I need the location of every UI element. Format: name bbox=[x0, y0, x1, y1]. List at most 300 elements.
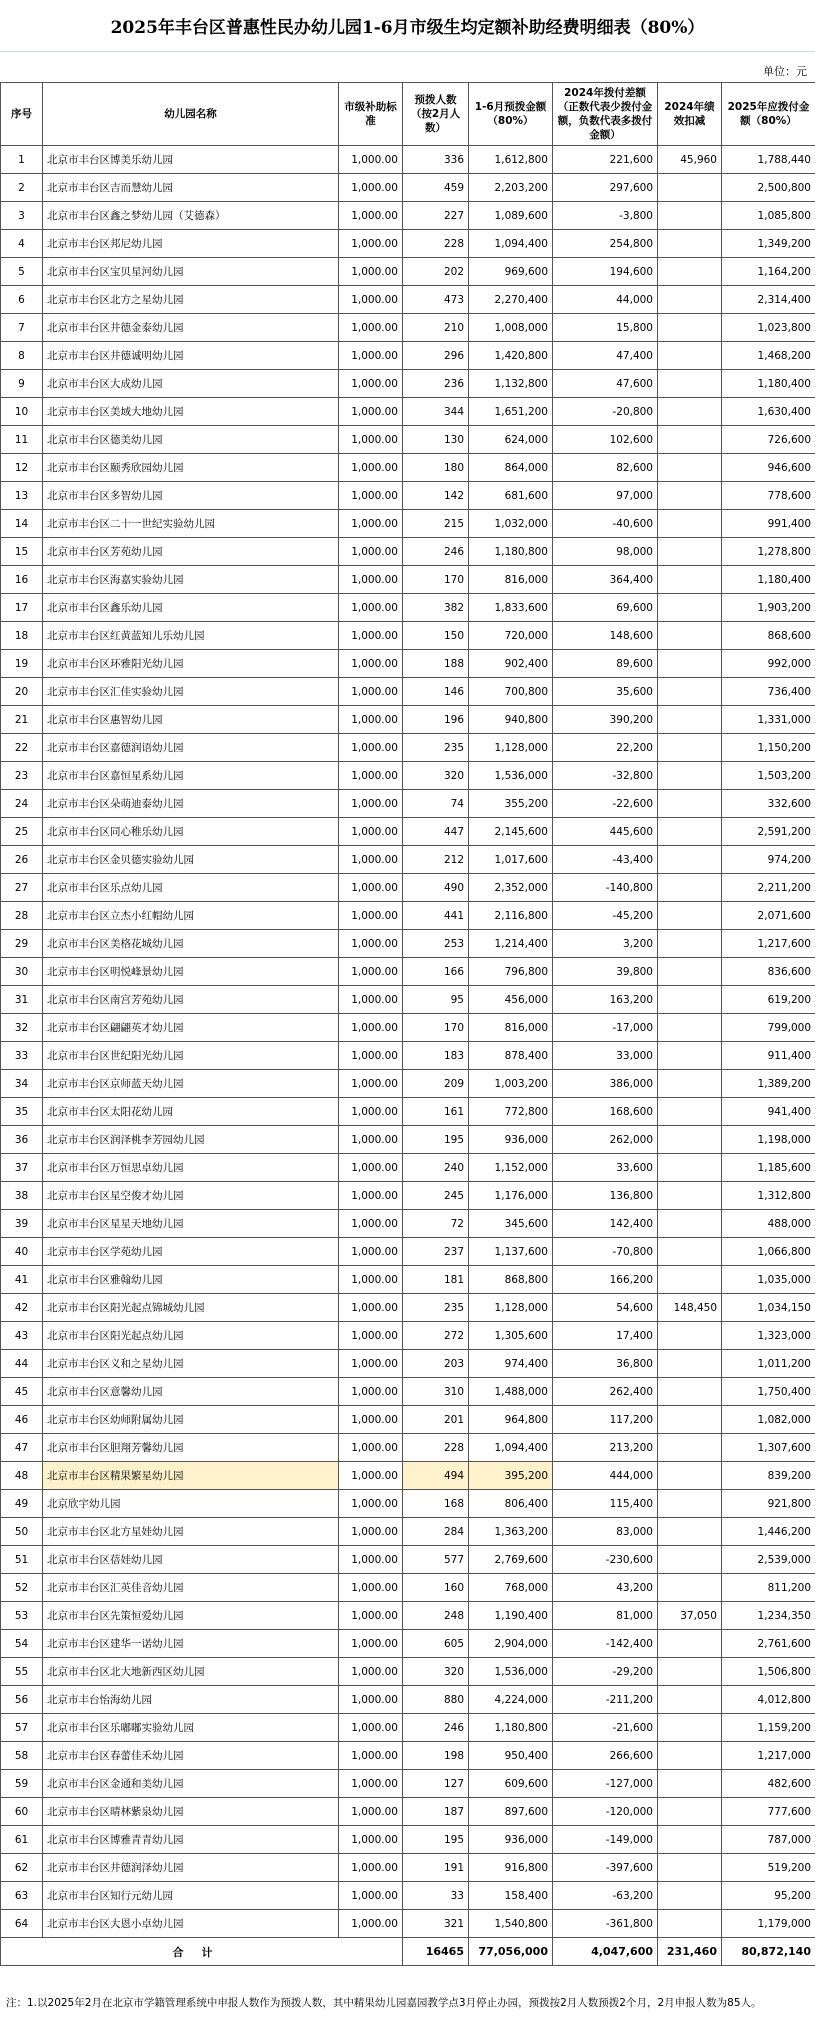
cell-budget: 2,145,600 bbox=[469, 818, 553, 846]
cell-diff: 3,200 bbox=[553, 930, 658, 958]
table-row bbox=[1, 1770, 815, 1798]
cell-standard: 1,000.00 bbox=[339, 1686, 403, 1714]
cell-budget: 940,800 bbox=[469, 706, 553, 734]
cell-idx: 6 bbox=[1, 286, 43, 314]
cell-payable: 619,200 bbox=[722, 986, 815, 1014]
cell-payable: 2,314,400 bbox=[722, 286, 815, 314]
cell-idx: 2 bbox=[1, 174, 43, 202]
cell-payable: 941,400 bbox=[722, 1098, 815, 1126]
cell-idx: 14 bbox=[1, 510, 43, 538]
cell-budget: 1,094,400 bbox=[469, 230, 553, 258]
cell-deduct bbox=[658, 986, 722, 1014]
table-row bbox=[1, 1826, 815, 1854]
cell-deduct bbox=[658, 706, 722, 734]
table-row bbox=[1, 314, 815, 342]
cell-name: 北京市丰台区同心稚乐幼儿园 bbox=[43, 818, 339, 846]
page-title: 2025年丰台区普惠性民办幼儿园1-6月市级生均定额补助经费明细表（80%） bbox=[0, 0, 815, 52]
table-row bbox=[1, 902, 815, 930]
cell-budget: 1,089,600 bbox=[469, 202, 553, 230]
cell-name: 北京市丰台区晴林紫泉幼儿园 bbox=[43, 1798, 339, 1826]
cell-standard: 1,000.00 bbox=[339, 1070, 403, 1098]
cell-idx: 59 bbox=[1, 1770, 43, 1798]
cell-name: 北京市丰台区星空俊才幼儿园 bbox=[43, 1182, 339, 1210]
cell-payable: 1,630,400 bbox=[722, 398, 815, 426]
table-row bbox=[1, 1182, 815, 1210]
header-row bbox=[1, 83, 815, 146]
cell-budget: 355,200 bbox=[469, 790, 553, 818]
cell-idx: 47 bbox=[1, 1434, 43, 1462]
cell-payable: 2,539,000 bbox=[722, 1546, 815, 1574]
cell-idx: 45 bbox=[1, 1378, 43, 1406]
cell-diff: 47,400 bbox=[553, 342, 658, 370]
cell-idx: 32 bbox=[1, 1014, 43, 1042]
table-row bbox=[1, 1098, 815, 1126]
cell-diff: 97,000 bbox=[553, 482, 658, 510]
cell-deduct bbox=[658, 1770, 722, 1798]
cell-deduct: 37,050 bbox=[658, 1602, 722, 1630]
cell-payable: 836,600 bbox=[722, 958, 815, 986]
table-row bbox=[1, 1602, 815, 1630]
cell-name: 北京市丰台区太阳花幼儿园 bbox=[43, 1098, 339, 1126]
cell-count: 196 bbox=[403, 706, 469, 734]
cell-idx: 40 bbox=[1, 1238, 43, 1266]
cell-standard: 1,000.00 bbox=[339, 1714, 403, 1742]
cell-diff: -43,400 bbox=[553, 846, 658, 874]
cell-diff: -149,000 bbox=[553, 1826, 658, 1854]
total-deduct: 231,460 bbox=[658, 1938, 722, 1966]
cell-standard: 1,000.00 bbox=[339, 1406, 403, 1434]
cell-diff: 142,400 bbox=[553, 1210, 658, 1238]
cell-name: 北京市丰台区环雅阳光幼儿园 bbox=[43, 650, 339, 678]
cell-idx: 3 bbox=[1, 202, 43, 230]
table-row bbox=[1, 1798, 815, 1826]
cell-standard: 1,000.00 bbox=[339, 342, 403, 370]
cell-idx: 55 bbox=[1, 1658, 43, 1686]
cell-payable: 1,750,400 bbox=[722, 1378, 815, 1406]
cell-name: 北京市丰台区颐秀欣园幼儿园 bbox=[43, 454, 339, 482]
cell-deduct bbox=[658, 1826, 722, 1854]
cell-diff: -361,800 bbox=[553, 1910, 658, 1938]
table-body bbox=[1, 146, 815, 1938]
cell-standard: 1,000.00 bbox=[339, 846, 403, 874]
cell-idx: 61 bbox=[1, 1826, 43, 1854]
cell-name: 北京市丰台区博美乐幼儿园 bbox=[43, 146, 339, 174]
cell-deduct bbox=[658, 1406, 722, 1434]
cell-budget: 964,800 bbox=[469, 1406, 553, 1434]
cell-idx: 27 bbox=[1, 874, 43, 902]
cell-count: 284 bbox=[403, 1518, 469, 1546]
cell-deduct bbox=[658, 482, 722, 510]
cell-budget: 816,000 bbox=[469, 566, 553, 594]
cell-deduct bbox=[658, 1546, 722, 1574]
cell-name: 北京市丰台区多智幼儿园 bbox=[43, 482, 339, 510]
cell-deduct bbox=[658, 678, 722, 706]
cell-deduct bbox=[658, 1658, 722, 1686]
cell-standard: 1,000.00 bbox=[339, 1546, 403, 1574]
cell-idx: 21 bbox=[1, 706, 43, 734]
cell-deduct bbox=[658, 258, 722, 286]
cell-budget: 345,600 bbox=[469, 1210, 553, 1238]
cell-standard: 1,000.00 bbox=[339, 1770, 403, 1798]
cell-name: 北京市丰台区汇佳实验幼儿园 bbox=[43, 678, 339, 706]
cell-idx: 31 bbox=[1, 986, 43, 1014]
cell-payable: 1,180,400 bbox=[722, 566, 815, 594]
cell-standard: 1,000.00 bbox=[339, 1014, 403, 1042]
cell-diff: 33,000 bbox=[553, 1042, 658, 1070]
cell-name: 北京市丰台区大成幼儿园 bbox=[43, 370, 339, 398]
cell-idx: 12 bbox=[1, 454, 43, 482]
cell-name: 北京市丰台区朵萌迪泰幼儿园 bbox=[43, 790, 339, 818]
cell-idx: 56 bbox=[1, 1686, 43, 1714]
cell-count: 180 bbox=[403, 454, 469, 482]
cell-deduct bbox=[658, 1378, 722, 1406]
cell-standard: 1,000.00 bbox=[339, 174, 403, 202]
cell-standard: 1,000.00 bbox=[339, 1434, 403, 1462]
cell-name: 北京市丰台区宝贝星河幼儿园 bbox=[43, 258, 339, 286]
cell-name: 北京市丰台区胆翔芳馨幼儿园 bbox=[43, 1434, 339, 1462]
cell-idx: 5 bbox=[1, 258, 43, 286]
cell-count: 161 bbox=[403, 1098, 469, 1126]
cell-count: 240 bbox=[403, 1154, 469, 1182]
cell-name: 北京市丰台区世纪阳光幼儿园 bbox=[43, 1042, 339, 1070]
cell-payable: 1,180,400 bbox=[722, 370, 815, 398]
cell-diff: 115,400 bbox=[553, 1490, 658, 1518]
cell-idx: 54 bbox=[1, 1630, 43, 1658]
cell-payable: 95,200 bbox=[722, 1882, 815, 1910]
header-count: 预拨人数（按2月人数） bbox=[403, 83, 469, 146]
cell-deduct bbox=[658, 622, 722, 650]
cell-deduct bbox=[658, 286, 722, 314]
cell-count: 494 bbox=[403, 1462, 469, 1490]
table-row bbox=[1, 230, 815, 258]
cell-payable: 868,600 bbox=[722, 622, 815, 650]
cell-payable: 1,179,000 bbox=[722, 1910, 815, 1938]
cell-diff: 43,200 bbox=[553, 1574, 658, 1602]
cell-diff: -32,800 bbox=[553, 762, 658, 790]
cell-standard: 1,000.00 bbox=[339, 1238, 403, 1266]
subsidy-table bbox=[0, 82, 815, 1966]
cell-name: 北京市丰台区星星天地幼儿园 bbox=[43, 1210, 339, 1238]
cell-name: 北京市丰台区建华一诺幼儿园 bbox=[43, 1630, 339, 1658]
cell-payable: 1,150,200 bbox=[722, 734, 815, 762]
cell-idx: 9 bbox=[1, 370, 43, 398]
cell-deduct bbox=[658, 566, 722, 594]
table-row bbox=[1, 622, 815, 650]
table-row bbox=[1, 1714, 815, 1742]
cell-count: 246 bbox=[403, 538, 469, 566]
cell-idx: 30 bbox=[1, 958, 43, 986]
cell-standard: 1,000.00 bbox=[339, 258, 403, 286]
cell-deduct bbox=[658, 538, 722, 566]
cell-deduct bbox=[658, 426, 722, 454]
cell-payable: 777,600 bbox=[722, 1798, 815, 1826]
cell-payable: 2,500,800 bbox=[722, 174, 815, 202]
cell-payable: 488,000 bbox=[722, 1210, 815, 1238]
cell-deduct bbox=[658, 1490, 722, 1518]
cell-diff: 386,000 bbox=[553, 1070, 658, 1098]
total-budget: 77,056,000 bbox=[469, 1938, 553, 1966]
cell-budget: 1,488,000 bbox=[469, 1378, 553, 1406]
cell-diff: -29,200 bbox=[553, 1658, 658, 1686]
footnote: 注：1.以2025年2月在北京市学籍管理系统中申报人数作为预拨人数，其中精果幼儿园嘉园教学点3月停止办园，预拨按2月人数预拨2个月，2月申报人数为85人。 bbox=[6, 1997, 762, 2009]
cell-diff: 98,000 bbox=[553, 538, 658, 566]
cell-deduct: 45,960 bbox=[658, 146, 722, 174]
cell-budget: 2,270,400 bbox=[469, 286, 553, 314]
cell-name: 北京市丰台区大恩小卓幼儿园 bbox=[43, 1910, 339, 1938]
cell-idx: 4 bbox=[1, 230, 43, 258]
cell-budget: 1,032,000 bbox=[469, 510, 553, 538]
cell-count: 605 bbox=[403, 1630, 469, 1658]
cell-diff: -397,600 bbox=[553, 1854, 658, 1882]
table-row bbox=[1, 1210, 815, 1238]
cell-payable: 1,217,600 bbox=[722, 930, 815, 958]
cell-standard: 1,000.00 bbox=[339, 314, 403, 342]
table-row bbox=[1, 1294, 815, 1322]
cell-name: 北京市丰台区美域大地幼儿园 bbox=[43, 398, 339, 426]
table-row bbox=[1, 398, 815, 426]
cell-deduct bbox=[658, 1910, 722, 1938]
cell-deduct bbox=[658, 1238, 722, 1266]
cell-idx: 60 bbox=[1, 1798, 43, 1826]
cell-payable: 1,903,200 bbox=[722, 594, 815, 622]
cell-idx: 37 bbox=[1, 1154, 43, 1182]
cell-diff: 44,000 bbox=[553, 286, 658, 314]
cell-deduct bbox=[658, 314, 722, 342]
cell-standard: 1,000.00 bbox=[339, 1378, 403, 1406]
cell-diff: 22,200 bbox=[553, 734, 658, 762]
table-row bbox=[1, 958, 815, 986]
cell-idx: 35 bbox=[1, 1098, 43, 1126]
cell-idx: 52 bbox=[1, 1574, 43, 1602]
cell-name: 北京市丰台区鑫之梦幼儿园（艾德森） bbox=[43, 202, 339, 230]
cell-count: 336 bbox=[403, 146, 469, 174]
table-row bbox=[1, 1154, 815, 1182]
cell-idx: 44 bbox=[1, 1350, 43, 1378]
cell-standard: 1,000.00 bbox=[339, 286, 403, 314]
total-label: 合计 bbox=[1, 1938, 403, 1966]
total-row bbox=[1, 1938, 815, 1966]
cell-idx: 63 bbox=[1, 1882, 43, 1910]
cell-payable: 1,185,600 bbox=[722, 1154, 815, 1182]
table-row bbox=[1, 510, 815, 538]
cell-diff: -22,600 bbox=[553, 790, 658, 818]
cell-count: 382 bbox=[403, 594, 469, 622]
cell-count: 228 bbox=[403, 230, 469, 258]
cell-deduct bbox=[658, 874, 722, 902]
cell-count: 168 bbox=[403, 1490, 469, 1518]
cell-count: 187 bbox=[403, 1798, 469, 1826]
cell-standard: 1,000.00 bbox=[339, 1518, 403, 1546]
cell-diff: 69,600 bbox=[553, 594, 658, 622]
cell-count: 202 bbox=[403, 258, 469, 286]
cell-standard: 1,000.00 bbox=[339, 1630, 403, 1658]
cell-budget: 2,352,000 bbox=[469, 874, 553, 902]
cell-budget: 4,224,000 bbox=[469, 1686, 553, 1714]
cell-deduct bbox=[658, 1098, 722, 1126]
cell-name: 北京欣宇幼儿园 bbox=[43, 1490, 339, 1518]
table-row bbox=[1, 1910, 815, 1938]
cell-name: 北京市丰台区知行元幼儿园 bbox=[43, 1882, 339, 1910]
cell-standard: 1,000.00 bbox=[339, 1602, 403, 1630]
cell-payable: 2,211,200 bbox=[722, 874, 815, 902]
table-row bbox=[1, 538, 815, 566]
cell-count: 210 bbox=[403, 314, 469, 342]
table-row bbox=[1, 1322, 815, 1350]
cell-budget: 936,000 bbox=[469, 1826, 553, 1854]
table-row bbox=[1, 370, 815, 398]
cell-budget: 1,833,600 bbox=[469, 594, 553, 622]
cell-diff: 262,000 bbox=[553, 1126, 658, 1154]
cell-name: 北京市丰台区金通和美幼儿园 bbox=[43, 1770, 339, 1798]
cell-standard: 1,000.00 bbox=[339, 146, 403, 174]
cell-deduct bbox=[658, 734, 722, 762]
cell-standard: 1,000.00 bbox=[339, 1154, 403, 1182]
cell-budget: 916,800 bbox=[469, 1854, 553, 1882]
cell-standard: 1,000.00 bbox=[339, 1266, 403, 1294]
cell-count: 235 bbox=[403, 734, 469, 762]
cell-payable: 1,217,000 bbox=[722, 1742, 815, 1770]
cell-payable: 1,446,200 bbox=[722, 1518, 815, 1546]
cell-name: 北京市丰台区蓓娃幼儿园 bbox=[43, 1546, 339, 1574]
cell-deduct bbox=[658, 510, 722, 538]
cell-payable: 4,012,800 bbox=[722, 1686, 815, 1714]
cell-name: 北京市丰台区明悦峰景幼儿园 bbox=[43, 958, 339, 986]
cell-count: 74 bbox=[403, 790, 469, 818]
cell-idx: 24 bbox=[1, 790, 43, 818]
cell-budget: 950,400 bbox=[469, 1742, 553, 1770]
cell-count: 473 bbox=[403, 286, 469, 314]
cell-idx: 43 bbox=[1, 1322, 43, 1350]
cell-deduct bbox=[658, 1126, 722, 1154]
cell-count: 188 bbox=[403, 650, 469, 678]
cell-name: 北京市丰台区学苑幼儿园 bbox=[43, 1238, 339, 1266]
cell-diff: 221,600 bbox=[553, 146, 658, 174]
table-row bbox=[1, 846, 815, 874]
cell-payable: 1,506,800 bbox=[722, 1658, 815, 1686]
cell-standard: 1,000.00 bbox=[339, 1798, 403, 1826]
table-row bbox=[1, 1490, 815, 1518]
cell-count: 170 bbox=[403, 566, 469, 594]
header-payable: 2025年应拨付金额（80%） bbox=[722, 83, 815, 146]
cell-standard: 1,000.00 bbox=[339, 398, 403, 426]
total-payable: 80,872,140 bbox=[722, 1938, 815, 1966]
table-row bbox=[1, 1042, 815, 1070]
cell-standard: 1,000.00 bbox=[339, 1350, 403, 1378]
cell-budget: 1,540,800 bbox=[469, 1910, 553, 1938]
cell-diff: 166,200 bbox=[553, 1266, 658, 1294]
cell-budget: 768,000 bbox=[469, 1574, 553, 1602]
cell-payable: 1,011,200 bbox=[722, 1350, 815, 1378]
cell-standard: 1,000.00 bbox=[339, 594, 403, 622]
cell-standard: 1,000.00 bbox=[339, 706, 403, 734]
cell-standard: 1,000.00 bbox=[339, 1854, 403, 1882]
cell-deduct bbox=[658, 454, 722, 482]
cell-standard: 1,000.00 bbox=[339, 1882, 403, 1910]
table-row bbox=[1, 1686, 815, 1714]
table-row bbox=[1, 1406, 815, 1434]
cell-standard: 1,000.00 bbox=[339, 874, 403, 902]
cell-diff: 35,600 bbox=[553, 678, 658, 706]
cell-budget: 1,152,000 bbox=[469, 1154, 553, 1182]
cell-name: 北京市丰台区意馨幼儿园 bbox=[43, 1378, 339, 1406]
cell-budget: 700,800 bbox=[469, 678, 553, 706]
table-row bbox=[1, 1854, 815, 1882]
cell-count: 170 bbox=[403, 1014, 469, 1042]
cell-name: 北京市丰台区幼师附属幼儿园 bbox=[43, 1406, 339, 1434]
cell-idx: 50 bbox=[1, 1518, 43, 1546]
cell-payable: 1,085,800 bbox=[722, 202, 815, 230]
cell-deduct bbox=[658, 790, 722, 818]
cell-payable: 992,000 bbox=[722, 650, 815, 678]
cell-deduct bbox=[658, 930, 722, 958]
table-row bbox=[1, 1882, 815, 1910]
cell-idx: 1 bbox=[1, 146, 43, 174]
cell-name: 北京市丰台区雅翰幼儿园 bbox=[43, 1266, 339, 1294]
cell-deduct bbox=[658, 1322, 722, 1350]
cell-budget: 1,094,400 bbox=[469, 1434, 553, 1462]
cell-budget: 1,128,000 bbox=[469, 1294, 553, 1322]
cell-diff: 89,600 bbox=[553, 650, 658, 678]
table-row bbox=[1, 1238, 815, 1266]
cell-budget: 2,116,800 bbox=[469, 902, 553, 930]
table-row bbox=[1, 286, 815, 314]
cell-count: 215 bbox=[403, 510, 469, 538]
cell-budget: 1,128,000 bbox=[469, 734, 553, 762]
cell-idx: 42 bbox=[1, 1294, 43, 1322]
cell-payable: 1,023,800 bbox=[722, 314, 815, 342]
cell-diff: 33,600 bbox=[553, 1154, 658, 1182]
cell-payable: 1,034,150 bbox=[722, 1294, 815, 1322]
cell-budget: 1,003,200 bbox=[469, 1070, 553, 1098]
cell-standard: 1,000.00 bbox=[339, 202, 403, 230]
cell-diff: -63,200 bbox=[553, 1882, 658, 1910]
cell-diff: 17,400 bbox=[553, 1322, 658, 1350]
cell-name: 北京市丰台区先策恒爱幼儿园 bbox=[43, 1602, 339, 1630]
cell-diff: 390,200 bbox=[553, 706, 658, 734]
cell-deduct bbox=[658, 1630, 722, 1658]
cell-idx: 34 bbox=[1, 1070, 43, 1098]
table-row bbox=[1, 1658, 815, 1686]
cell-deduct bbox=[658, 1210, 722, 1238]
cell-diff: -40,600 bbox=[553, 510, 658, 538]
cell-budget: 2,769,600 bbox=[469, 1546, 553, 1574]
cell-count: 272 bbox=[403, 1322, 469, 1350]
cell-count: 459 bbox=[403, 174, 469, 202]
cell-count: 246 bbox=[403, 1714, 469, 1742]
cell-deduct bbox=[658, 1014, 722, 1042]
cell-budget: 1,214,400 bbox=[469, 930, 553, 958]
cell-standard: 1,000.00 bbox=[339, 1910, 403, 1938]
cell-budget: 1,612,800 bbox=[469, 146, 553, 174]
cell-idx: 41 bbox=[1, 1266, 43, 1294]
cell-name: 北京市丰台区红黄蓝知儿乐幼儿园 bbox=[43, 622, 339, 650]
cell-diff: 81,000 bbox=[553, 1602, 658, 1630]
cell-diff: 163,200 bbox=[553, 986, 658, 1014]
cell-deduct bbox=[658, 594, 722, 622]
cell-diff: 262,400 bbox=[553, 1378, 658, 1406]
cell-idx: 7 bbox=[1, 314, 43, 342]
cell-budget: 902,400 bbox=[469, 650, 553, 678]
table-row bbox=[1, 650, 815, 678]
cell-deduct bbox=[658, 1574, 722, 1602]
cell-payable: 1,035,000 bbox=[722, 1266, 815, 1294]
cell-idx: 62 bbox=[1, 1854, 43, 1882]
cell-payable: 811,200 bbox=[722, 1574, 815, 1602]
cell-name: 北京市丰台区立杰小红帽幼儿园 bbox=[43, 902, 339, 930]
cell-payable: 1,066,800 bbox=[722, 1238, 815, 1266]
cell-deduct bbox=[658, 202, 722, 230]
cell-budget: 772,800 bbox=[469, 1098, 553, 1126]
